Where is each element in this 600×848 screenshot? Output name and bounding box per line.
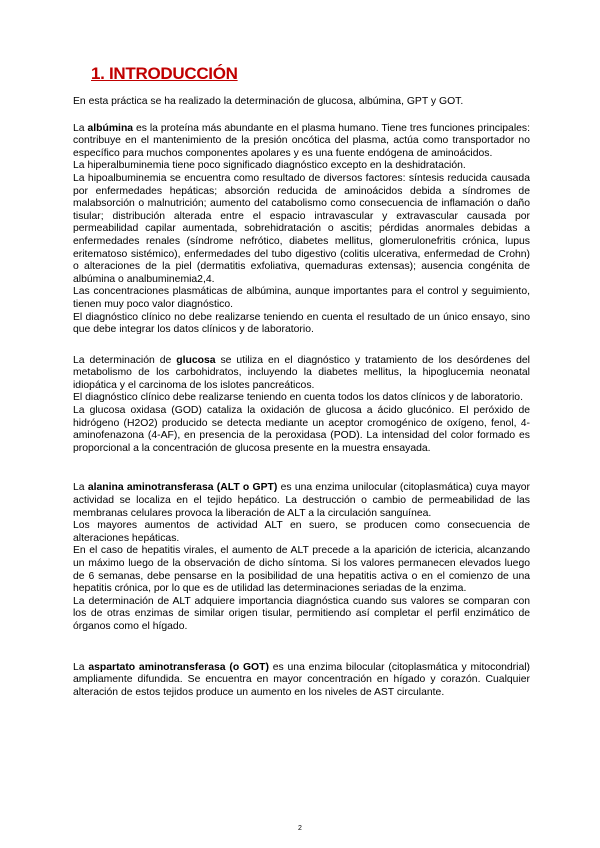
albumina-paragraph-4: Las concentraciones plasmáticas de albúmina, aunque importantes para el control y seguimiento, tienen muy poco valor diagnóstico. bbox=[73, 286, 530, 310]
ast-paragraph-1: La aspartato aminotransferasa (o GOT) es una enzima bilocular (citoplasmática y mitocondrial) ampliamente difundida. Se encuentra en mayor concentración en hígado y corazón. Cualquier alteración de estos tejidos produce un aumento en los niveles de AST circulante. bbox=[73, 661, 530, 698]
alt-paragraph-2: Los mayores aumentos de actividad ALT en suero, se producen como consecuencia de alteraciones hepáticas. bbox=[73, 520, 530, 544]
glucosa-paragraph-2: El diagnóstico clínico debe realizarse teniendo en cuenta todos los datos clínicos y de laboratorio. bbox=[73, 392, 523, 404]
albumina-paragraph-3: La hipoalbuminemia se encuentra como resultado de diversos factores: síntesis reducida causada por enfermedades hepáticas; absorción reducida de aminoácidos debida a síndromes de malabsorción o malnutrición; aumento del catabolismo como consecuencia de inflamación o daño tisular; distribución alterada entre el espacio intravascular y extravascular causada por permeabilidad capilar aumentada, sobrehidratación o ascitis; pérdidas anormales debidas a enfermedades renales (síndrome nefrótico, diabetes mellitus, glomerulonefritis crónica, lupus eritematoso sistémico), enfermedades del tubo digestivo (colitis ulcerativa, enfermedad de Crohn) o alteraciones de la piel (dermatitis exfoliativa, quemaduras extensas); ausencia congénita de albúmina o analbuminemia2,4. bbox=[73, 172, 530, 285]
albumina-term: albúmina bbox=[87, 122, 134, 134]
alt-paragraph-1: La alanina aminotransferasa (ALT o GPT) es una enzima unilocular (citoplasmática) cuya mayor actividad se localiza en el tejido hepático. La destrucción o cambio de permeabilidad de las membranas celulares provoca la liberación de ALT a la circulación sanguínea. bbox=[73, 482, 531, 519]
alt-paragraph-4: La determinación de ALT adquiere importancia diagnóstica cuando sus valores se comparan con los de otras enzimas de similar origen tisular, permitiendo así completar el perfil enzimático de órganos como el hígado. bbox=[73, 595, 530, 632]
alt-paragraph-3: En el caso de hepatitis virales, el aumento de ALT precede a la aparición de ictericia, alcanzando un máximo luego de la observación de dicho síntoma. Si los valores permanecen elevados luego de 6 semanas, debe pensarse en la posibilidad de una hepatitis activa o en el comienzo de una hepatitis crónica, por lo que es de utilidad las determinaciones seriadas de la enzima. bbox=[73, 545, 530, 595]
section-title: 1. INTRODUCCIÓN bbox=[91, 64, 238, 83]
document-body bbox=[73, 96, 530, 699]
ast-term: aspartato aminotransferasa (o GOT) bbox=[88, 661, 269, 673]
glucosa-paragraph-3: La glucosa oxidasa (GOD) cataliza la oxidación de glucosa a ácido glucónico. El peróxido de hidrógeno (H2O2) producido se detecta mediante un aceptor cromogénico de oxígeno, fenol, 4-aminofenazona (4-AF), en presencia de la peroxidasa (POD). La intensidad del color formado es proporcional a la concentración de glucosa presente en la muestra ensayada. bbox=[73, 405, 530, 454]
alt-term: alanina aminotransferasa (ALT o GPT) bbox=[87, 482, 278, 494]
albumina-paragraph-2: La hiperalbuminemia tiene poco significado diagnóstico excepto en la deshidratación. bbox=[73, 160, 466, 172]
albumina-paragraph-1: La albúmina es la proteína más abundante en el plasma humano. Tiene tres funciones principales: contribuye en el mantenimiento de la presión oncótica del plasma, actúa como transportador no específico para muchos componentes apolares y es una fuente endógena de aminoácidos. bbox=[73, 122, 530, 159]
glucosa-paragraph-1: La determinación de glucosa se utiliza en el diagnóstico y tratamiento de los desórdenes del metabolismo de los carbohidratos, incluyendo la diabetes mellitus, la hipoglucemia neonatal idiopática y el carcinoma de los islotes pancreáticos. bbox=[73, 354, 530, 391]
page-number: 2 bbox=[298, 825, 302, 832]
albumina-paragraph-5: El diagnóstico clínico no debe realizarse teniendo en cuenta el resultado de un único ensayo, sino que debe integrar los datos clínicos y de laboratorio. bbox=[73, 311, 530, 336]
glucosa-term: glucosa bbox=[176, 354, 216, 366]
intro-paragraph: En esta práctica se ha realizado la determinación de glucosa, albúmina, GPT y GOT. bbox=[73, 96, 464, 107]
